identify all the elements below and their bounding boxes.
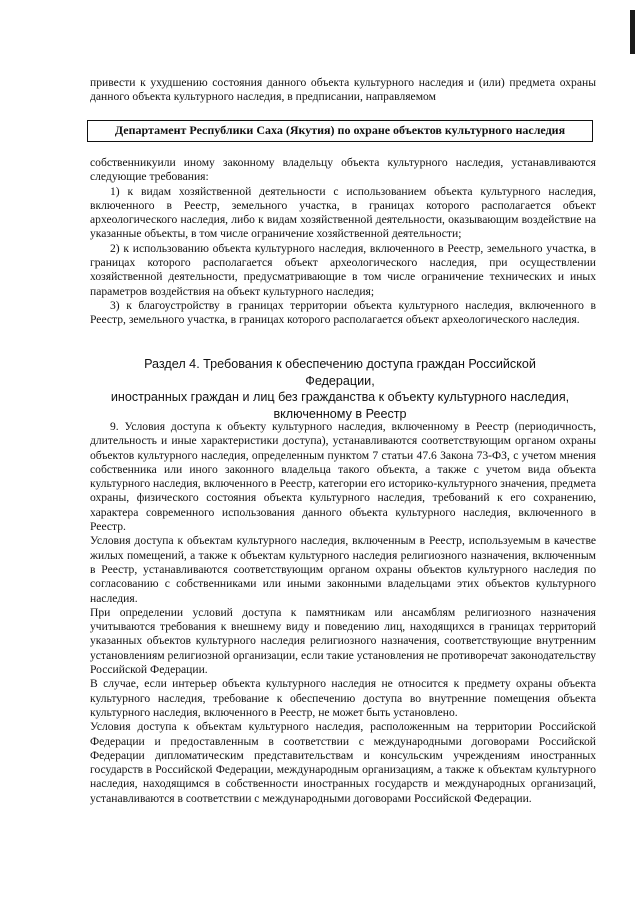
paragraph-9: 9. Условия доступа к объекту культурного наследия, включенному в Реестр (периодичность, длительность и иные характеристики доступа), устанавливаются соответствующим органом охраны объектов культурного наследия, определенным пунктом 7 статьи 47.6 Закона 73-ФЗ, с учетом мнения собственника или иного законного владельца такого объекта, а также с учетом вида объекта культурного наследия, включенного в Реестр, категории его историко-культурного значения, предмета охраны, физического состояния объекта культурного наследия, требований к его сохранению, характера современного использования данного объекта культурного наследия, включенного в Реестр. bbox=[90, 420, 596, 534]
section-4-heading-line-1: Раздел 4. Требования к обеспечению доступа граждан Российской Федерации, bbox=[144, 357, 536, 388]
intro-paragraph bbox=[90, 76, 596, 105]
requirement-item-3: 3) к благоустройству в границах территории объекта культурного наследия, включенного в Реестр, земельного участка, в границах которого располагается объект археологического наследия. bbox=[90, 298, 596, 327]
paragraph-interior-access: В случае, если интерьер объекта культурного наследия не относится к предмету охраны объекта культурного наследия, требование к обеспечению доступа во внутренние помещения объекта культурного наследия, включенного в Реестр, не может быть установлено. bbox=[90, 677, 596, 719]
department-box: Департамент Республики Саха (Якутия) по охране объектов культурного наследия bbox=[87, 120, 593, 142]
scan-edge-mark bbox=[630, 10, 635, 54]
paragraph-residential-access: Условия доступа к объектам культурного наследия, включенным в Реестр, используемым в качестве жилых помещений, а также к объектам культурного наследия религиозного назначения, включенным в Реестр, устанавливаются соответствующим органом охраны объектов культурного наследия по согласованию с собственниками или иными законными владельцами этих объектов культурного наследия. bbox=[90, 534, 596, 605]
access-conditions-block bbox=[90, 420, 596, 806]
section-4-heading-line-3: включенному в Реестр bbox=[273, 406, 407, 421]
paragraph-diplomatic-access: Условия доступа к объектам культурного наследия, расположенным на территории Российской Федерации и предоставленным в соответствии с международными договорами Российской Федерации дипломатическим представительствам и консульским учреждениям иностранных государств в Российской Федерации, международным организациям, а также к объектам культурного наследия, находящимся в собственности иностранных государств и международных организаций, устанавливаются в соответствии с международными договорами Российской Федерации. bbox=[90, 720, 596, 805]
requirement-item-2: 2) к использованию объекта культурного наследия, включенного в Реестр, земельного участка, в границах которого располагается объект археологического наследия, при осуществлении хозяйственной деятельности, предусматривающие в том числе ограничение технических и иных параметров воздействия на объект культурного наследия; bbox=[90, 241, 596, 298]
paragraph-religious-access: При определении условий доступа к памятникам или ансамблям религиозного назначения учитываются требования к внешнему виду и поведению лиц, находящихся в границах территорий указанных объектов культурного наследия религиозного назначения, соответствующие внутренним установлениям религиозной организации, если такие установления не противоречат законодательству Российской Федерации. bbox=[90, 605, 596, 677]
section-4-heading-line-2: иностранных граждан и лиц без гражданства к объекту культурного наследия, bbox=[110, 390, 570, 404]
requirement-item-1: 1) к видам хозяйственной деятельности с использованием объекта культурного наследия, включенного в Реестр, земельного участка, в границах которого располагается объект археологического наследия, либо к видам хозяйственной деятельности, оказывающим воздействие на указанные объекты, в том числе ограничение хозяйственной деятельности; bbox=[90, 184, 596, 241]
requirements-lead: собственникуили иному законному владельцу объекта культурного наследия, устанавливаются следующие требования: bbox=[90, 156, 596, 184]
requirements-block bbox=[90, 156, 596, 328]
intro-text: привести к ухудшению состояния данного объекта культурного наследия и (или) предмета охраны данного объекта культурного наследия, в предписании, направляемом bbox=[90, 76, 596, 104]
section-4-heading bbox=[110, 356, 570, 422]
